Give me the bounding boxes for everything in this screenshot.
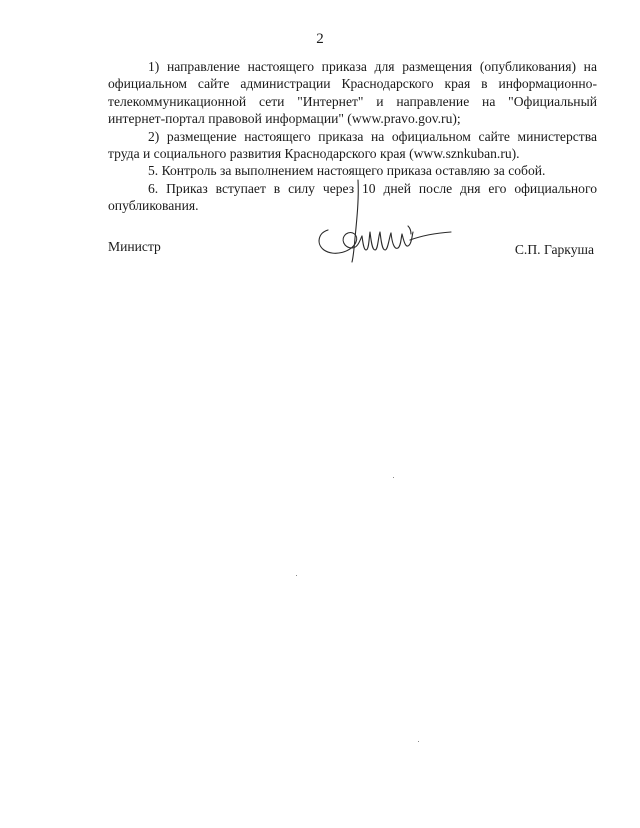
- scan-speck: [296, 575, 297, 576]
- paragraph-control-clause: 5. Контроль за выполнением настоящего приказа оставляю за собой.: [148, 163, 546, 179]
- signatory-name: С.П. Гаркуша: [514, 242, 594, 257]
- page-number: 2: [316, 31, 324, 47]
- paragraph-website-placement: 2) размещение настоящего приказа на официальном сайте министерства труда и социального развития Краснодарского края (www.sznkuban.ru).: [108, 128, 597, 162]
- position-label: Министр: [108, 239, 161, 254]
- scan-speck: [393, 477, 394, 478]
- paragraph-publication-direction: 1) направление настоящего приказа для размещения (опубликования) на официальном сайте администрации Краснодарского края в информационно-телекоммуникационной сети "Интернет" и направление на "Официальный интернет-портал правовой информации" (www.pravo.gov.ru);: [108, 59, 597, 127]
- handwritten-signature: [306, 178, 456, 278]
- scan-speck: [418, 741, 419, 742]
- paragraph-effective-date: 6. Приказ вступает в силу через 10 дней после дня его официального опубликования.: [108, 180, 597, 214]
